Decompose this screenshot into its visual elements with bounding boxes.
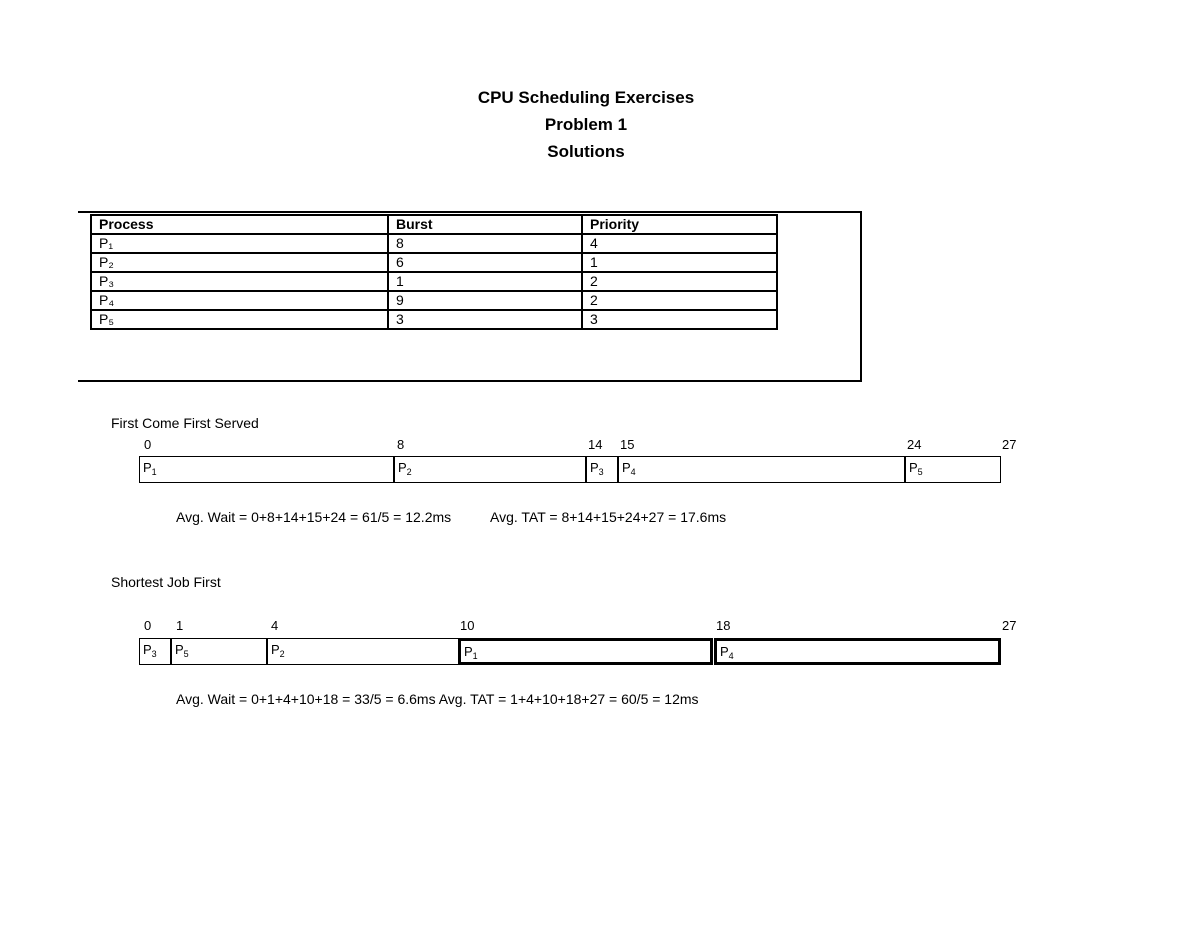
cell-burst: 8: [388, 234, 582, 253]
gantt-segment-p1: [458, 638, 713, 665]
fcfs-avg-tat: Avg. TAT = 8+14+15+24+27 = 17.6ms: [490, 509, 727, 525]
segment-label: P: [143, 642, 152, 657]
cell-priority: 2: [582, 272, 777, 291]
fcfs-avg-wait: Avg. Wait = 0+8+14+15+24 = 61/5 = 12.2ms: [176, 509, 452, 525]
table-row: [91, 310, 777, 329]
cell-burst: 9: [388, 291, 582, 310]
segment-subscript: 2: [406, 467, 412, 477]
time-tick: 14: [588, 437, 603, 452]
gantt-segment-p3: [586, 456, 618, 483]
cell-process: P₃: [91, 272, 388, 291]
table-row: [91, 291, 777, 310]
segment-label: P: [909, 460, 918, 475]
time-tick: 4: [271, 618, 279, 633]
table-frame-bottom: [78, 380, 862, 382]
time-tick: 27: [1002, 437, 1017, 452]
time-tick: 8: [397, 437, 405, 452]
segment-label: P: [143, 460, 152, 475]
table-row: [91, 253, 777, 272]
segment-subscript: 4: [630, 467, 636, 477]
header-priority: Priority: [582, 215, 777, 234]
segment-label: P: [590, 460, 599, 475]
segment-subscript: 3: [598, 467, 604, 477]
gantt-segment-p4: [714, 638, 1001, 665]
segment-label: P: [398, 460, 407, 475]
cell-burst: 6: [388, 253, 582, 272]
fcfs-gantt-chart: [139, 456, 1001, 483]
gantt-segment-p5: [905, 456, 1001, 483]
segment-label: P: [175, 642, 184, 657]
segment-subscript: 3: [151, 649, 157, 659]
segment-label: P: [271, 642, 280, 657]
cell-process: P₅: [91, 310, 388, 329]
title-line-2: Problem 1: [544, 115, 628, 134]
segment-label: P: [464, 644, 473, 659]
segment-subscript: 1: [472, 651, 478, 661]
time-tick: 27: [1002, 618, 1017, 633]
time-tick: 1: [176, 618, 184, 633]
segment-subscript: 5: [183, 649, 189, 659]
cell-priority: 2: [582, 291, 777, 310]
gantt-segment-p2: [394, 456, 586, 483]
table-header-row: [91, 215, 777, 234]
cell-process: P₁: [91, 234, 388, 253]
cell-burst: 1: [388, 272, 582, 291]
segment-subscript: 1: [151, 467, 157, 477]
sjf-avg-line: Avg. Wait = 0+1+4+10+18 = 33/5 = 6.6ms Avg. TAT = 1+4+10+18+27 = 60/5 = 12ms: [176, 691, 699, 707]
table-frame-top: [78, 211, 862, 213]
cell-process: P₂: [91, 253, 388, 272]
gantt-segment-p3: [139, 638, 171, 665]
cell-priority: 3: [582, 310, 777, 329]
time-tick: 18: [716, 618, 731, 633]
segment-label: P: [720, 644, 729, 659]
cell-priority: 4: [582, 234, 777, 253]
cell-process: P₄: [91, 291, 388, 310]
time-tick: 10: [460, 618, 475, 633]
segment-subscript: 5: [917, 467, 923, 477]
sjf-label: Shortest Job First: [111, 574, 221, 590]
document-title: [386, 84, 786, 165]
fcfs-label: First Come First Served: [111, 415, 259, 431]
time-tick: 0: [144, 437, 152, 452]
segment-label: P: [622, 460, 631, 475]
title-line-1: CPU Scheduling Exercises: [477, 88, 695, 107]
time-tick: 15: [620, 437, 635, 452]
segment-subscript: 2: [279, 649, 285, 659]
table-frame-right: [860, 211, 862, 382]
gantt-segment-p4: [618, 456, 905, 483]
segment-subscript: 4: [728, 651, 734, 661]
sjf-gantt-chart: [139, 638, 1001, 665]
title-line-3: Solutions: [547, 142, 625, 161]
gantt-segment-p5: [171, 638, 267, 665]
cell-priority: 1: [582, 253, 777, 272]
process-table: [90, 214, 778, 330]
table-row: [91, 272, 777, 291]
time-tick: 0: [144, 618, 152, 633]
cell-burst: 3: [388, 310, 582, 329]
table-row: [91, 234, 777, 253]
gantt-segment-p2: [267, 638, 459, 665]
header-burst: Burst: [388, 215, 582, 234]
header-process: Process: [91, 215, 388, 234]
time-tick: 24: [907, 437, 922, 452]
gantt-segment-p1: [139, 456, 394, 483]
